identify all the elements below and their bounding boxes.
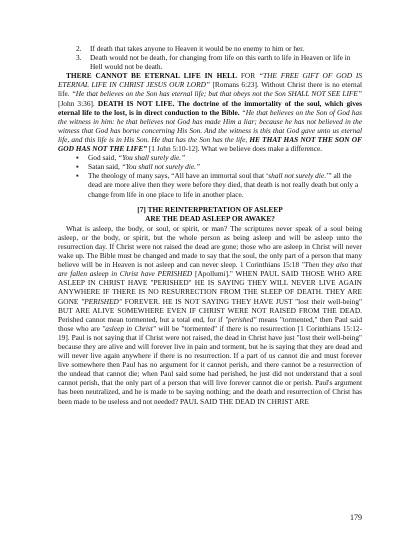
text-run: [John 3:36]. bbox=[58, 98, 98, 108]
text-run: [Apollumi]." WHEN PAUL SAID THOSE WHO ARE ASLEEP IN CHRIST HAVE "PERISHED" HE IS SAYING THEY WILL NEVER LIVE AGAIN ANYWHERE IF THERE IS NO RESURRECTION FROM THE SLEEP OF DEATH. THEY ARE GONE bbox=[58, 269, 362, 306]
text-run: [Romans 6:23]. Without Christ there is no eternal life. bbox=[58, 80, 362, 99]
scripture-quote: “You shall surely die.” bbox=[118, 153, 186, 163]
list-item bbox=[58, 153, 362, 162]
page-number: 179 bbox=[350, 513, 362, 522]
scripture-quote: “You shall not surely die.” bbox=[121, 162, 201, 172]
list-item bbox=[58, 171, 362, 198]
text-run: FOREVER. HE IS NOT SAYING THEY HAVE JUST "lost their well-being" BUT ARE ALIVE SOMEWHERE EVEN IF CHRIST WERE NOT RAISED FROM THE DEAD. Perished cannot mean tormented, but a total end, for if bbox=[58, 296, 363, 324]
text-run: FOR bbox=[236, 71, 259, 81]
scripture-quote: "Then they also that are fallen asleep in Christ have PERISHED bbox=[58, 260, 362, 279]
heading-line-1: [7] THE REINTERPRETATION OF ASLEEP bbox=[137, 204, 283, 214]
paragraph-eternal-life bbox=[58, 71, 362, 153]
text-run: Satan said, bbox=[88, 162, 122, 172]
scripture-quote: “He that believes on the Son has eternal life; but that obeys not the Son SHALL NOT SEE LIFE” bbox=[71, 89, 362, 99]
list-text bbox=[88, 153, 362, 162]
bullet-icon: ▪ bbox=[76, 171, 79, 181]
list-text: If death that takes anyone to Heaven it would be no enemy to him or her. bbox=[90, 44, 305, 53]
list-number: 2. bbox=[76, 44, 82, 53]
numbered-list bbox=[58, 44, 362, 71]
bold-italic-quote: HE THAT HAS NOT THE SON OF GOD HAS NOT THE LIFE” bbox=[58, 134, 362, 154]
bold-statement: THERE CANNOT BE ETERNAL LIFE IN HELL bbox=[66, 71, 237, 81]
emphasis: "asleep in Christ" bbox=[102, 323, 156, 333]
bold-statement: DEATH IS NOT LIFE. The doctrine of the immortality of the soul, which gives eternal life to the lost, is in direct conduction to the Bible. bbox=[58, 98, 362, 117]
list-number: 3. bbox=[76, 53, 82, 63]
list-text: Death would not be death, for changing from life on this earth to life in Heaven or life in Hell would not be death. bbox=[90, 53, 351, 72]
scripture-quote: “He that believes on the Son of God has the witness in him: he that believes not God has made Him a liar; because he has not believed in the witness that God has borne concerning His Son. And the witness is this that God gave unto us eternal life, and this life is in His Son. He that has the Son has the life, bbox=[58, 107, 362, 144]
list-text bbox=[88, 162, 362, 171]
emphasis: "perished" bbox=[224, 314, 257, 324]
list-text bbox=[88, 171, 362, 198]
text-run: God said, bbox=[88, 153, 118, 163]
text-run: [1 John 5:10-12]. What we believe does make a difference. bbox=[146, 144, 323, 154]
heading-line-2: ARE THE DEAD ASLEEP OR AWAKE? bbox=[145, 213, 275, 223]
list-item bbox=[58, 162, 362, 171]
list-item bbox=[58, 44, 362, 53]
text-run: will be "tormented" if there is no resurrection [1 Corinthians 15:12-19]. Paul is not saying that if Christ were not raised, the dead in Christ have just "lost their well-being" because they are alive and will forever live in pain and torment, but he is saying that they are dead and will never live again anywhere if there is no resurrection. If a part of us cannot die and must forever live somewhere then Paul has no argument for it cannot perish, and there cannot be a resurrection of the undead that cannot die; when Paul said some had perished, he just did not understand that a soul cannot perish, that the only part of a person that will live forever cannot die or perish. Paul's argument has been neutralized, and he is made to be saying nothing; and the death and resurrection of Christ has been made to be useless and not needed? PAUL SAID THE DEAD IN CHRIST ARE bbox=[58, 323, 363, 406]
scripture-quote: “THE FREE GIFT OF GOD IS ETERNAL LIFE IN CHRIST JESUS OUR LORD” bbox=[58, 71, 362, 90]
bullet-icon: ▪ bbox=[76, 162, 79, 172]
text-run: means "tormented," then Paul said those who are bbox=[58, 314, 363, 333]
section-heading bbox=[58, 205, 362, 223]
emphasis: "PERISHED" bbox=[81, 296, 122, 306]
bullet-list bbox=[58, 153, 362, 198]
text-run: .’” all the dead are more alive then they were before they died, that death is not really death but only a change from life in one place to life in another place. bbox=[88, 171, 359, 199]
bullet-icon: ▪ bbox=[76, 153, 79, 163]
scripture-quote: shall not surely die bbox=[268, 171, 325, 181]
list-item bbox=[58, 53, 362, 71]
text-run: The theology of many says, “All have an immortal soul that ‘ bbox=[88, 171, 269, 181]
paragraph-asleep bbox=[58, 224, 362, 406]
text-run: What is asleep, the body, or soul, or spirit, or man? The scriptures never speak of a soul being asleep, or the body, or spirit, but the whole person as being asleep and will be asleep unto the resurrection day. If Christ were not raised the dead are gone; those who are asleep in Christ will never wake up. The Bible must be changed and made to say that the soul, the only part of a person that many believe will be in Heaven is not asleep and can never sleep. 1 Corinthians 15:18 bbox=[58, 223, 362, 270]
